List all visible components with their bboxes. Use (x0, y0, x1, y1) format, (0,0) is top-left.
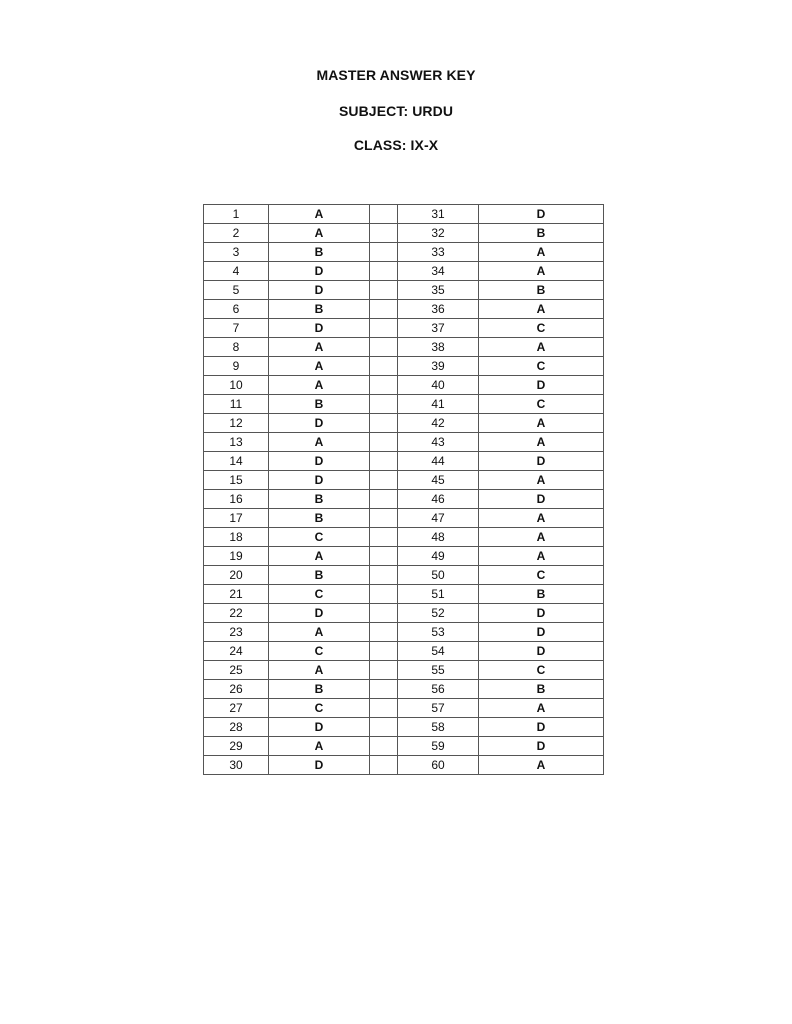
answer-cell: A (479, 756, 604, 775)
spacer-cell (370, 243, 398, 262)
question-number-cell: 23 (204, 623, 269, 642)
question-number-cell: 51 (398, 585, 479, 604)
answer-cell: A (479, 547, 604, 566)
table-row (204, 281, 604, 300)
question-number-cell: 46 (398, 490, 479, 509)
subject-heading: SUBJECT: URDU (338, 103, 454, 119)
question-number-cell: 26 (204, 680, 269, 699)
spacer-cell (370, 262, 398, 281)
answer-cell: B (269, 300, 370, 319)
table-row (204, 243, 604, 262)
answer-cell: D (269, 452, 370, 471)
answer-cell: C (269, 699, 370, 718)
answer-cell: D (479, 205, 604, 224)
question-number-cell: 40 (398, 376, 479, 395)
table-row (204, 642, 604, 661)
answer-cell: A (269, 376, 370, 395)
spacer-cell (370, 604, 398, 623)
question-number-cell: 59 (398, 737, 479, 756)
question-number-cell: 1 (204, 205, 269, 224)
answer-cell: B (269, 490, 370, 509)
spacer-cell (370, 509, 398, 528)
question-number-cell: 5 (204, 281, 269, 300)
question-number-cell: 32 (398, 224, 479, 243)
question-number-cell: 41 (398, 395, 479, 414)
question-number-cell: 9 (204, 357, 269, 376)
table-row (204, 376, 604, 395)
answer-cell: D (479, 737, 604, 756)
table-row (204, 509, 604, 528)
table-row (204, 756, 604, 775)
answer-cell: D (269, 281, 370, 300)
question-number-cell: 55 (398, 661, 479, 680)
spacer-cell (370, 319, 398, 338)
question-number-cell: 20 (204, 566, 269, 585)
question-number-cell: 52 (398, 604, 479, 623)
question-number-cell: 44 (398, 452, 479, 471)
answer-cell: D (269, 756, 370, 775)
question-number-cell: 39 (398, 357, 479, 376)
question-number-cell: 27 (204, 699, 269, 718)
spacer-cell (370, 205, 398, 224)
question-number-cell: 18 (204, 528, 269, 547)
question-number-cell: 7 (204, 319, 269, 338)
answer-cell: C (479, 357, 604, 376)
spacer-cell (370, 376, 398, 395)
table-row (204, 414, 604, 433)
answer-cell: A (479, 509, 604, 528)
answer-key-table (203, 204, 604, 775)
question-number-cell: 25 (204, 661, 269, 680)
spacer-cell (370, 585, 398, 604)
spacer-cell (370, 490, 398, 509)
question-number-cell: 49 (398, 547, 479, 566)
answer-cell: A (479, 471, 604, 490)
question-number-cell: 19 (204, 547, 269, 566)
answer-cell: C (479, 566, 604, 585)
answer-cell: D (269, 471, 370, 490)
question-number-cell: 2 (204, 224, 269, 243)
answer-cell: B (269, 680, 370, 699)
table-row (204, 300, 604, 319)
spacer-cell (370, 661, 398, 680)
answer-cell: D (269, 718, 370, 737)
answer-cell: A (269, 224, 370, 243)
question-number-cell: 17 (204, 509, 269, 528)
table-row (204, 661, 604, 680)
question-number-cell: 53 (398, 623, 479, 642)
answer-cell: D (479, 718, 604, 737)
table-row (204, 205, 604, 224)
question-number-cell: 15 (204, 471, 269, 490)
question-number-cell: 50 (398, 566, 479, 585)
question-number-cell: 31 (398, 205, 479, 224)
answer-cell: A (479, 243, 604, 262)
answer-cell: A (479, 414, 604, 433)
question-number-cell: 42 (398, 414, 479, 433)
answer-cell: A (269, 661, 370, 680)
question-number-cell: 35 (398, 281, 479, 300)
spacer-cell (370, 547, 398, 566)
answer-cell: A (269, 547, 370, 566)
table-row (204, 737, 604, 756)
question-number-cell: 3 (204, 243, 269, 262)
question-number-cell: 30 (204, 756, 269, 775)
answer-cell: A (269, 623, 370, 642)
answer-cell: D (479, 623, 604, 642)
table-row (204, 680, 604, 699)
question-number-cell: 13 (204, 433, 269, 452)
spacer-cell (370, 452, 398, 471)
table-row (204, 718, 604, 737)
answer-cell: A (479, 699, 604, 718)
answer-cell: D (479, 490, 604, 509)
answer-cell: A (479, 300, 604, 319)
question-number-cell: 14 (204, 452, 269, 471)
question-number-cell: 48 (398, 528, 479, 547)
spacer-cell (370, 471, 398, 490)
answer-cell: D (479, 452, 604, 471)
spacer-cell (370, 642, 398, 661)
question-number-cell: 58 (398, 718, 479, 737)
answer-cell: A (479, 528, 604, 547)
question-number-cell: 12 (204, 414, 269, 433)
answer-cell: D (269, 319, 370, 338)
table-row (204, 528, 604, 547)
spacer-cell (370, 737, 398, 756)
page-title: MASTER ANSWER KEY (316, 67, 476, 83)
answer-cell: A (269, 205, 370, 224)
question-number-cell: 21 (204, 585, 269, 604)
answer-cell: A (479, 262, 604, 281)
table-row (204, 604, 604, 623)
table-row (204, 471, 604, 490)
question-number-cell: 37 (398, 319, 479, 338)
answer-cell: C (479, 661, 604, 680)
question-number-cell: 28 (204, 718, 269, 737)
answer-cell: B (269, 243, 370, 262)
question-number-cell: 38 (398, 338, 479, 357)
table-row (204, 547, 604, 566)
table-row (204, 224, 604, 243)
question-number-cell: 11 (204, 395, 269, 414)
table-row (204, 623, 604, 642)
question-number-cell: 33 (398, 243, 479, 262)
answer-cell: D (269, 604, 370, 623)
answer-cell: D (479, 642, 604, 661)
question-number-cell: 57 (398, 699, 479, 718)
table-row (204, 319, 604, 338)
question-number-cell: 34 (398, 262, 479, 281)
table-row (204, 433, 604, 452)
question-number-cell: 6 (204, 300, 269, 319)
question-number-cell: 43 (398, 433, 479, 452)
question-number-cell: 16 (204, 490, 269, 509)
question-number-cell: 29 (204, 737, 269, 756)
question-number-cell: 47 (398, 509, 479, 528)
answer-cell: D (269, 414, 370, 433)
spacer-cell (370, 718, 398, 737)
question-number-cell: 54 (398, 642, 479, 661)
answer-cell: A (269, 357, 370, 376)
answer-cell: C (269, 642, 370, 661)
answer-cell: B (479, 224, 604, 243)
answer-cell: C (269, 528, 370, 547)
question-number-cell: 24 (204, 642, 269, 661)
answer-cell: C (479, 395, 604, 414)
spacer-cell (370, 433, 398, 452)
answer-cell: A (269, 338, 370, 357)
answer-cell: A (479, 338, 604, 357)
table-row (204, 357, 604, 376)
table-row (204, 395, 604, 414)
question-number-cell: 4 (204, 262, 269, 281)
question-number-cell: 10 (204, 376, 269, 395)
answer-cell: B (479, 585, 604, 604)
answer-cell: A (269, 737, 370, 756)
table-row (204, 585, 604, 604)
answer-cell: B (269, 566, 370, 585)
answer-cell: C (269, 585, 370, 604)
spacer-cell (370, 699, 398, 718)
answer-cell: D (269, 262, 370, 281)
answer-cell: C (479, 319, 604, 338)
table-row (204, 566, 604, 585)
table-row (204, 262, 604, 281)
spacer-cell (370, 281, 398, 300)
answer-cell: B (479, 680, 604, 699)
answer-cell: A (479, 433, 604, 452)
spacer-cell (370, 395, 398, 414)
answer-key-body (204, 205, 604, 775)
answer-cell: D (479, 376, 604, 395)
spacer-cell (370, 680, 398, 699)
question-number-cell: 45 (398, 471, 479, 490)
spacer-cell (370, 414, 398, 433)
table-row (204, 699, 604, 718)
spacer-cell (370, 300, 398, 319)
spacer-cell (370, 224, 398, 243)
class-heading: CLASS: IX-X (353, 137, 439, 153)
answer-cell: A (269, 433, 370, 452)
question-number-cell: 56 (398, 680, 479, 699)
answer-cell: B (479, 281, 604, 300)
spacer-cell (370, 338, 398, 357)
spacer-cell (370, 528, 398, 547)
spacer-cell (370, 566, 398, 585)
question-number-cell: 36 (398, 300, 479, 319)
table-row (204, 338, 604, 357)
question-number-cell: 22 (204, 604, 269, 623)
answer-cell: B (269, 395, 370, 414)
spacer-cell (370, 756, 398, 775)
table-row (204, 490, 604, 509)
question-number-cell: 8 (204, 338, 269, 357)
answer-cell: D (479, 604, 604, 623)
spacer-cell (370, 623, 398, 642)
question-number-cell: 60 (398, 756, 479, 775)
spacer-cell (370, 357, 398, 376)
table-row (204, 452, 604, 471)
answer-cell: B (269, 509, 370, 528)
